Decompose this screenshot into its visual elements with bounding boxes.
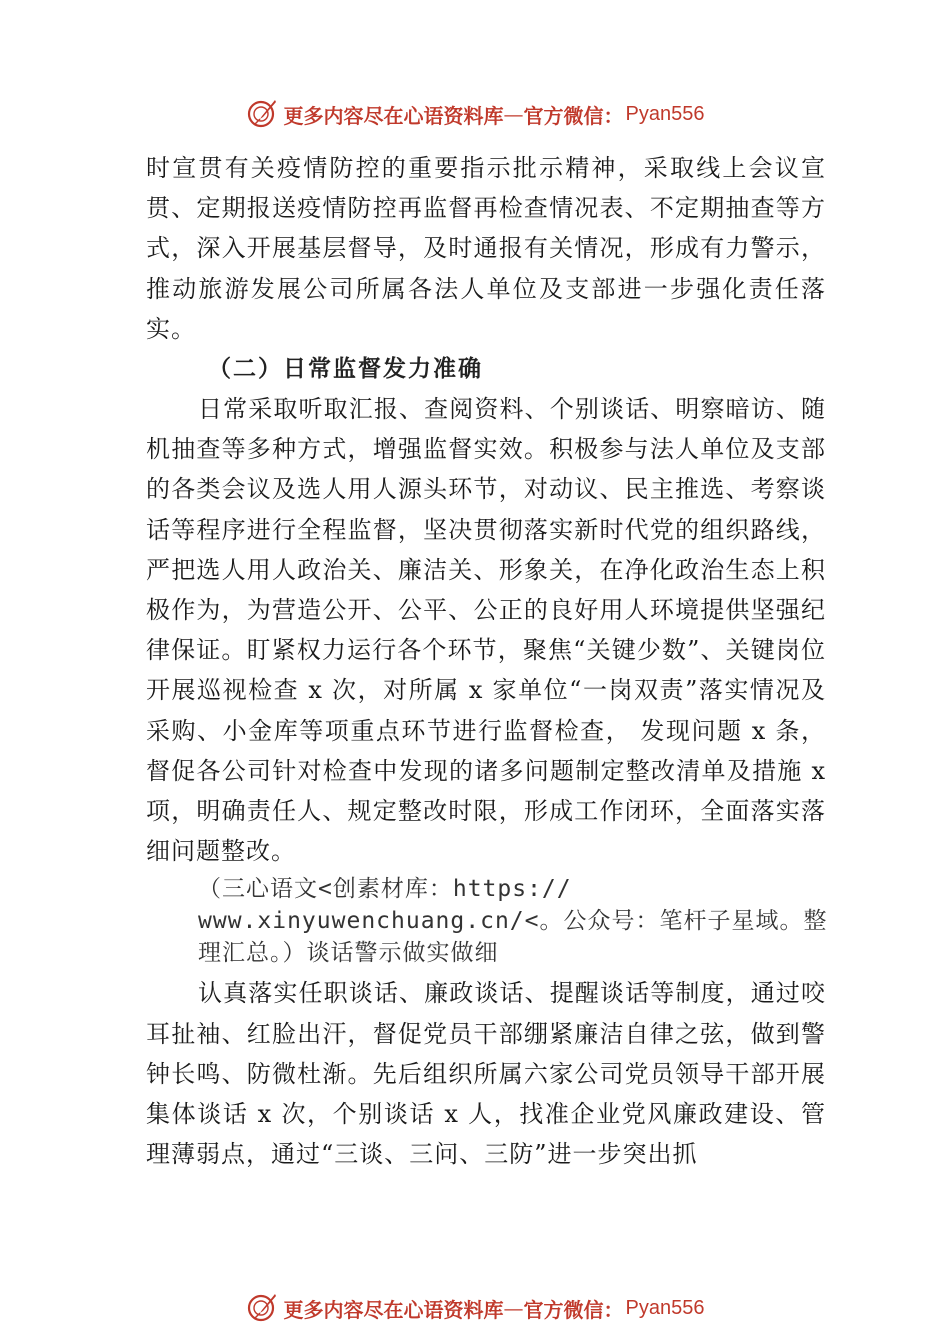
quill-logo-icon <box>246 97 280 131</box>
quill-logo-icon <box>246 1291 280 1325</box>
paragraph-3: 认真落实任职谈话、廉政谈话、提醒谈话等制度，通过咬耳扯袖、红脸出汗，督促党员干部绷紧廉洁自律之弦，做到警钟长鸣、防微杜渐。先后组织所属六家公司党员领导干部开展集体谈话 x 次，个别谈话 x 人，找准企业党风廉政建设、管理薄弱点，通过“三谈、三问、三防”进一步突出抓 <box>146 979 826 1169</box>
header-wechat-id: Pyan556 <box>625 102 705 125</box>
paragraph-1: 时宣贯有关疫情防控的重要指示批示精神，采取线上会议宣贯、定期报送疫情防控再监督再检查情况表、不定期抽查等方式，深入开展基层督导，及时通报有关情况，形成有力警示，推动旅游发展公司所属各法人单位及支部进一步强化责任落实。 <box>146 154 826 343</box>
paragraph-2: 日常采取听取汇报、查阅资料、个别谈话、明察暗访、随机抽查等多种方式，增强监督实效。积极参与法人单位及支部的各类会议及选人用人源头环节，对动议、民主推选、考察谈话等程序进行全程监督，坚决贯彻落实新时代党的组织路线，严把选人用人政治关、廉洁关、形象关，在净化政治生态上积极作为，为营造公开、公平、公正的良好用人环境提供坚强纪律保证。盯紧权力运行各个环节，聚焦“关键少数”、关键岗位开展巡视检查 x 次，对所属 x 家单位“一岗双责”落实情况及采购、小金库等项重点环节进行监督检查， 发现问题 x 条，督促各公司针对检查中发现的诸多问题制定整改清单及措施 x 项，明确责任人、规定整改时限，形成工作闭环，全面落实落细问题整改。 <box>146 395 826 866</box>
footer-banner <box>0 1288 950 1328</box>
footer-dash: — <box>503 1296 524 1320</box>
document-body <box>146 148 826 1174</box>
header-banner <box>0 94 950 134</box>
header-site-text: 更多内容尽在心语资料库 <box>283 103 504 128</box>
footer-site-text: 更多内容尽在心语资料库 <box>283 1297 504 1322</box>
footer-wechat-id: Pyan556 <box>625 1296 705 1319</box>
header-dash: — <box>503 102 524 126</box>
header-wechat-label: 官方微信： <box>523 103 624 128</box>
footer-wechat-label: 官方微信： <box>523 1297 624 1322</box>
source-note-heading-3: （三心语文<创素材库：https:// www.xinyuwenchuang.cn/<。公众号：笔杆子星域。整理汇总。）谈话警示做实做细 <box>198 876 828 967</box>
section-heading-2: （二）日常监督发力准确 <box>208 355 483 383</box>
